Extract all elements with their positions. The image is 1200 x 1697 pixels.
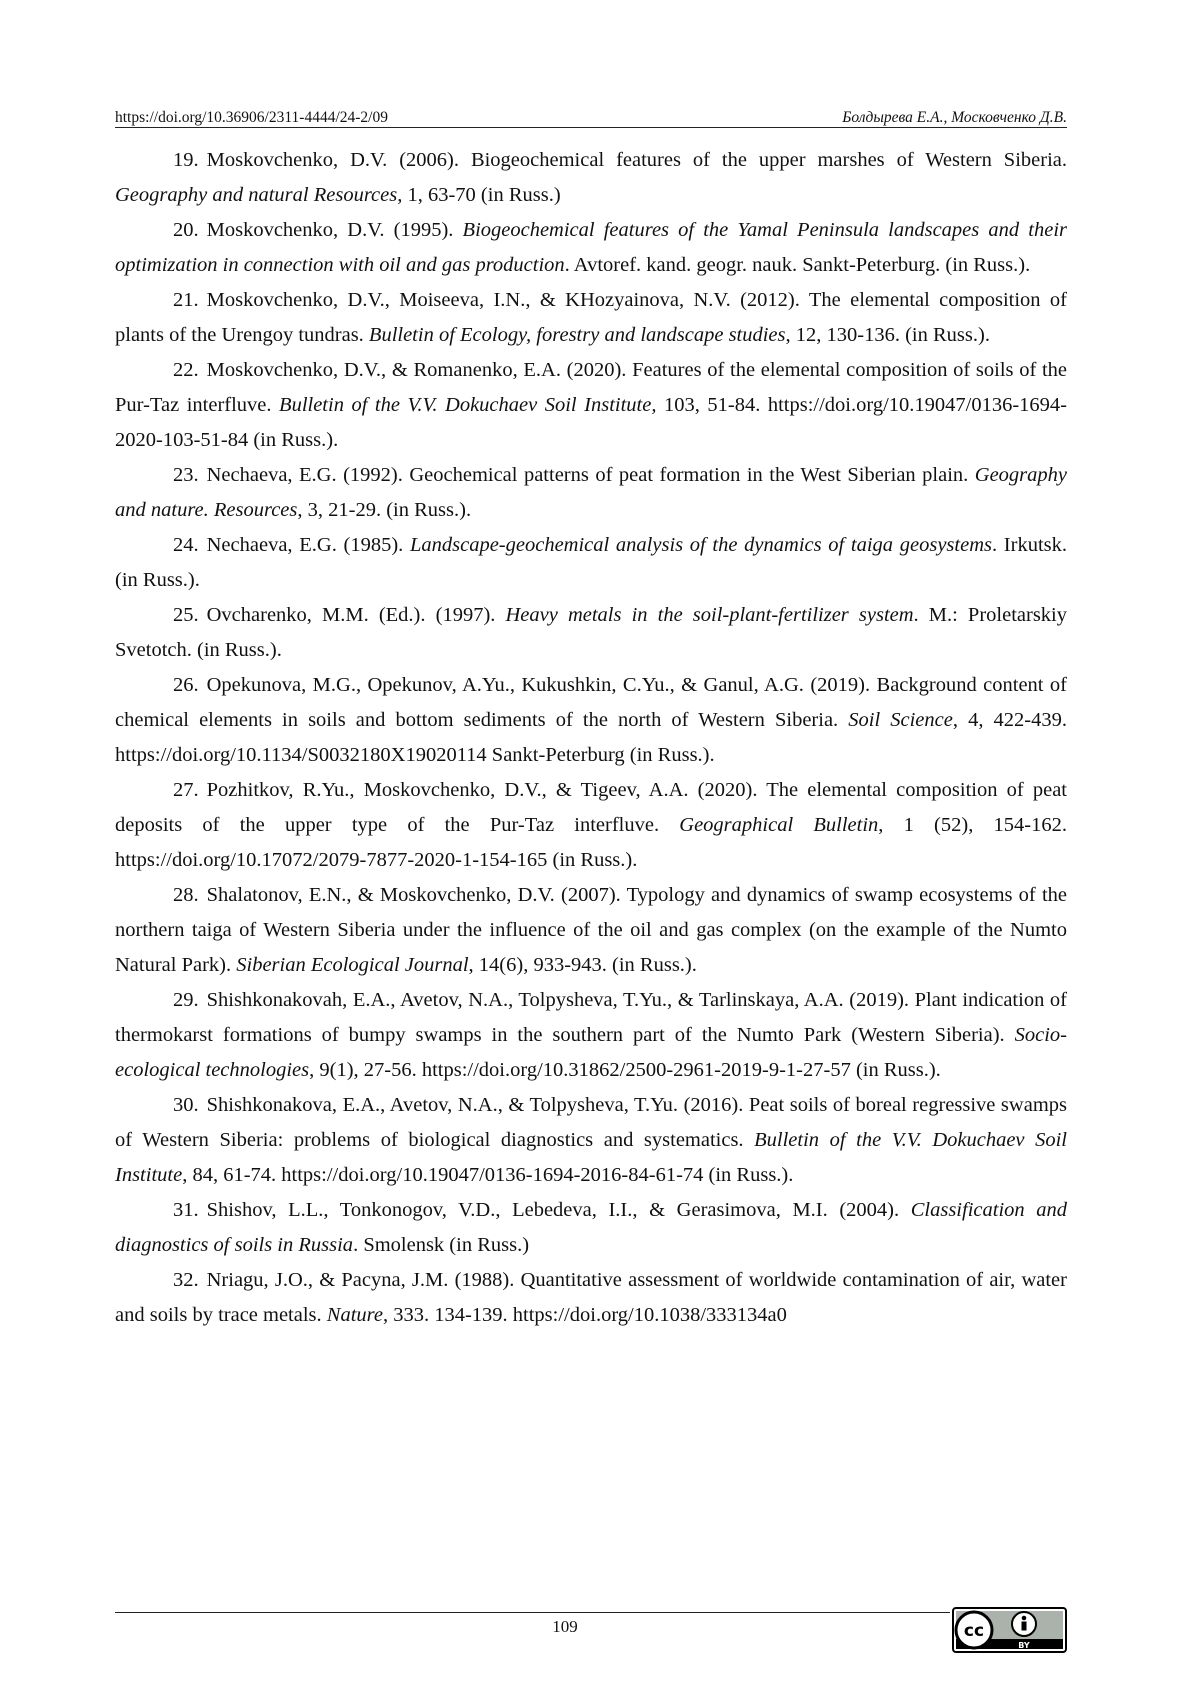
reference-number: 22. [173, 359, 199, 381]
reference-item [115, 528, 1067, 598]
reference-text: , 9(1), 27-56. https://doi.org/10.31862/2500-2961-2019-9-1-27-57 (in Russ.). [309, 1059, 941, 1081]
reference-text: Ovcharenko, M.M. (Ed.). (1997). [206, 604, 506, 626]
reference-number: 26. [173, 674, 199, 696]
header-doi: https://doi.org/10.36906/2311-4444/24-2/09 [115, 109, 388, 126]
reference-item [115, 458, 1067, 528]
reference-number: 28. [173, 884, 199, 906]
reference-text: , 4, 422-439. https://doi.org/10.1134/S0032180X19020114 Sankt-Peterburg (in Russ.). [115, 709, 1068, 766]
reference-source-title: Nature [326, 1304, 383, 1326]
reference-text: Nriagu, J.O., & Pacyna, J.M. (1988). Quantitative assessment of worldwide contamination of air, water and soils by trace metals. [115, 1269, 1067, 1326]
reference-source-title: Biogeochemical features of the Yamal Peninsula landscapes and their optimization in connection with oil and gas production [115, 219, 1067, 276]
reference-number: 21. [173, 289, 199, 311]
reference-number: 30. [173, 1094, 199, 1116]
svg-text:cc: cc [963, 1621, 985, 1641]
reference-item [115, 878, 1067, 983]
reference-text: , 12, 130-136. (in Russ.). [785, 324, 990, 346]
reference-text: Shalatonov, E.N., & Moskovchenko, D.V. (2007). Typology and dynamics of swamp ecosystems of the northern taiga of Western Siberia under the influence of the oil and gas complex (on the example of the Numto Natural Park). [115, 884, 1067, 976]
reference-text: Shishkonakovah, E.A., Avetov, N.A., Tolpysheva, T.Yu., & Tarlinskaya, A.A. (2019). Plant indication of thermokarst formations of bumpy swamps in the southern part of the Numto Park (Western Siberia). [115, 989, 1067, 1046]
svg-text:BY: BY [1018, 1641, 1030, 1650]
reference-text: , 333. 134-139. https://doi.org/10.1038/333134a0 [382, 1304, 787, 1326]
reference-item [115, 668, 1067, 773]
reference-text: . Avtoref. kand. geogr. nauk. Sankt-Peterburg. (in Russ.). [564, 254, 1031, 276]
reference-item [115, 283, 1067, 353]
reference-text: Pozhitkov, R.Yu., Moskovchenko, D.V., & Tigeev, A.A. (2020). The elemental composition of peat deposits of the upper type of the Pur-Taz interfluve. [115, 779, 1067, 836]
reference-text: 103, 51-84. https://doi.org/10.19047/0136-1694-2020-103-51-84 (in Russ.). [115, 394, 1068, 451]
reference-text: Nechaeva, E.G. (1985). [206, 534, 410, 556]
reference-source-title: Soil Science [848, 709, 953, 731]
reference-source-title: Geography and natural Resources, [115, 184, 403, 206]
reference-number: 29. [173, 989, 199, 1011]
page-number: 109 [552, 1617, 578, 1636]
reference-text: Nechaeva, E.G. (1992). Geochemical patterns of peat formation in the West Siberian plain. [206, 464, 975, 486]
reference-source-title: Heavy metals in the soil-plant-fertilizer system [505, 604, 914, 626]
reference-text: Moskovchenko, D.V. (1995). [206, 219, 463, 241]
reference-item [115, 1193, 1067, 1263]
reference-text: , 14(6), 933-943. (in Russ.). [468, 954, 697, 976]
reference-source-title: Geography and nature. Resources [115, 464, 1067, 521]
reference-text: Shishov, L.L., Tonkonogov, V.D., Lebedeva, I.I., & Gerasimova, M.I. (2004). [206, 1199, 911, 1221]
reference-text: Opekunova, M.G., Opekunov, A.Yu., Kukushkin, C.Yu., & Ganul, A.G. (2019). Background content of chemical elements in soils and bottom sediments of the north of Western Siberia. [115, 674, 1067, 731]
reference-source-title: Bulletin of Ecology, forestry and landscape studies [368, 324, 786, 346]
reference-source-title: Bulletin of the V.V. Dokuchaev Soil Institute, [279, 394, 657, 416]
reference-source-title: Socio-ecological technologies [115, 1024, 1067, 1081]
reference-number: 24. [173, 534, 199, 556]
reference-text: Moskovchenko, D.V., & Romanenko, E.A. (2020). Features of the elemental composition of soils of the Pur-Taz interfluve. [115, 359, 1067, 416]
reference-number: 20. [173, 219, 199, 241]
reference-item [115, 773, 1067, 878]
reference-number: 32. [173, 1269, 199, 1291]
reference-item [115, 143, 1067, 213]
reference-item [115, 1088, 1067, 1193]
reference-text: . M.: Proletarskiy Svetotch. (in Russ.). [115, 604, 1067, 661]
footer-divider [115, 1612, 950, 1613]
reference-number: 31. [173, 1199, 199, 1221]
header-authors: Болдырева Е.А., Московченко Д.В. [842, 109, 1067, 126]
reference-number: 25. [173, 604, 199, 626]
reference-source-title: Landscape-geochemical analysis of the dynamics of taiga geosystems [409, 534, 992, 556]
reference-text: Moskovchenko, D.V., Moiseeva, I.N., & KHozyainova, N.V. (2012). The elemental composition of plants of the Urengoy tundras. [115, 289, 1067, 346]
cc-by-icon [952, 1607, 1067, 1653]
reference-item [115, 353, 1067, 458]
reference-text: , 3, 21-29. (in Russ.). [297, 499, 472, 521]
reference-source-title: Bulletin of the V.V. Dokuchaev Soil Institute [115, 1129, 1067, 1186]
reference-text: Moskovchenko, D.V. (2006). Biogeochemical features of the upper marshes of Western Siberia. [206, 149, 1067, 171]
reference-text: , 1 (52), 154-162. https://doi.org/10.17072/2079-7877-2020-1-154-165 (in Russ.). [115, 814, 1067, 871]
reference-source-title: Siberian Ecological Journal [236, 954, 469, 976]
reference-text: 1, 63-70 (in Russ.) [402, 184, 561, 206]
reference-list [115, 143, 1067, 1333]
reference-text: Shishkonakova, E.A., Avetov, N.A., & Tolpysheva, T.Yu. (2016). Peat soils of boreal regressive swamps of Western Siberia: problems of biological diagnostics and systematics. [115, 1094, 1067, 1151]
reference-text: . Smolensk (in Russ.) [353, 1234, 530, 1256]
reference-source-title: Geographical Bulletin [679, 814, 879, 836]
reference-number: 19. [173, 149, 199, 171]
reference-text: , 84, 61-74. https://doi.org/10.19047/0136-1694-2016-84-61-74 (in Russ.). [182, 1164, 794, 1186]
reference-item [115, 1263, 1067, 1333]
reference-item [115, 213, 1067, 283]
reference-source-title: Classification and diagnostics of soils in Russia [115, 1199, 1067, 1256]
reference-number: 27. [173, 779, 199, 801]
running-header [115, 101, 1067, 128]
reference-number: 23. [173, 464, 199, 486]
reference-item [115, 598, 1067, 668]
reference-text: . Irkutsk. (in Russ.). [115, 534, 1067, 591]
reference-item [115, 983, 1067, 1088]
